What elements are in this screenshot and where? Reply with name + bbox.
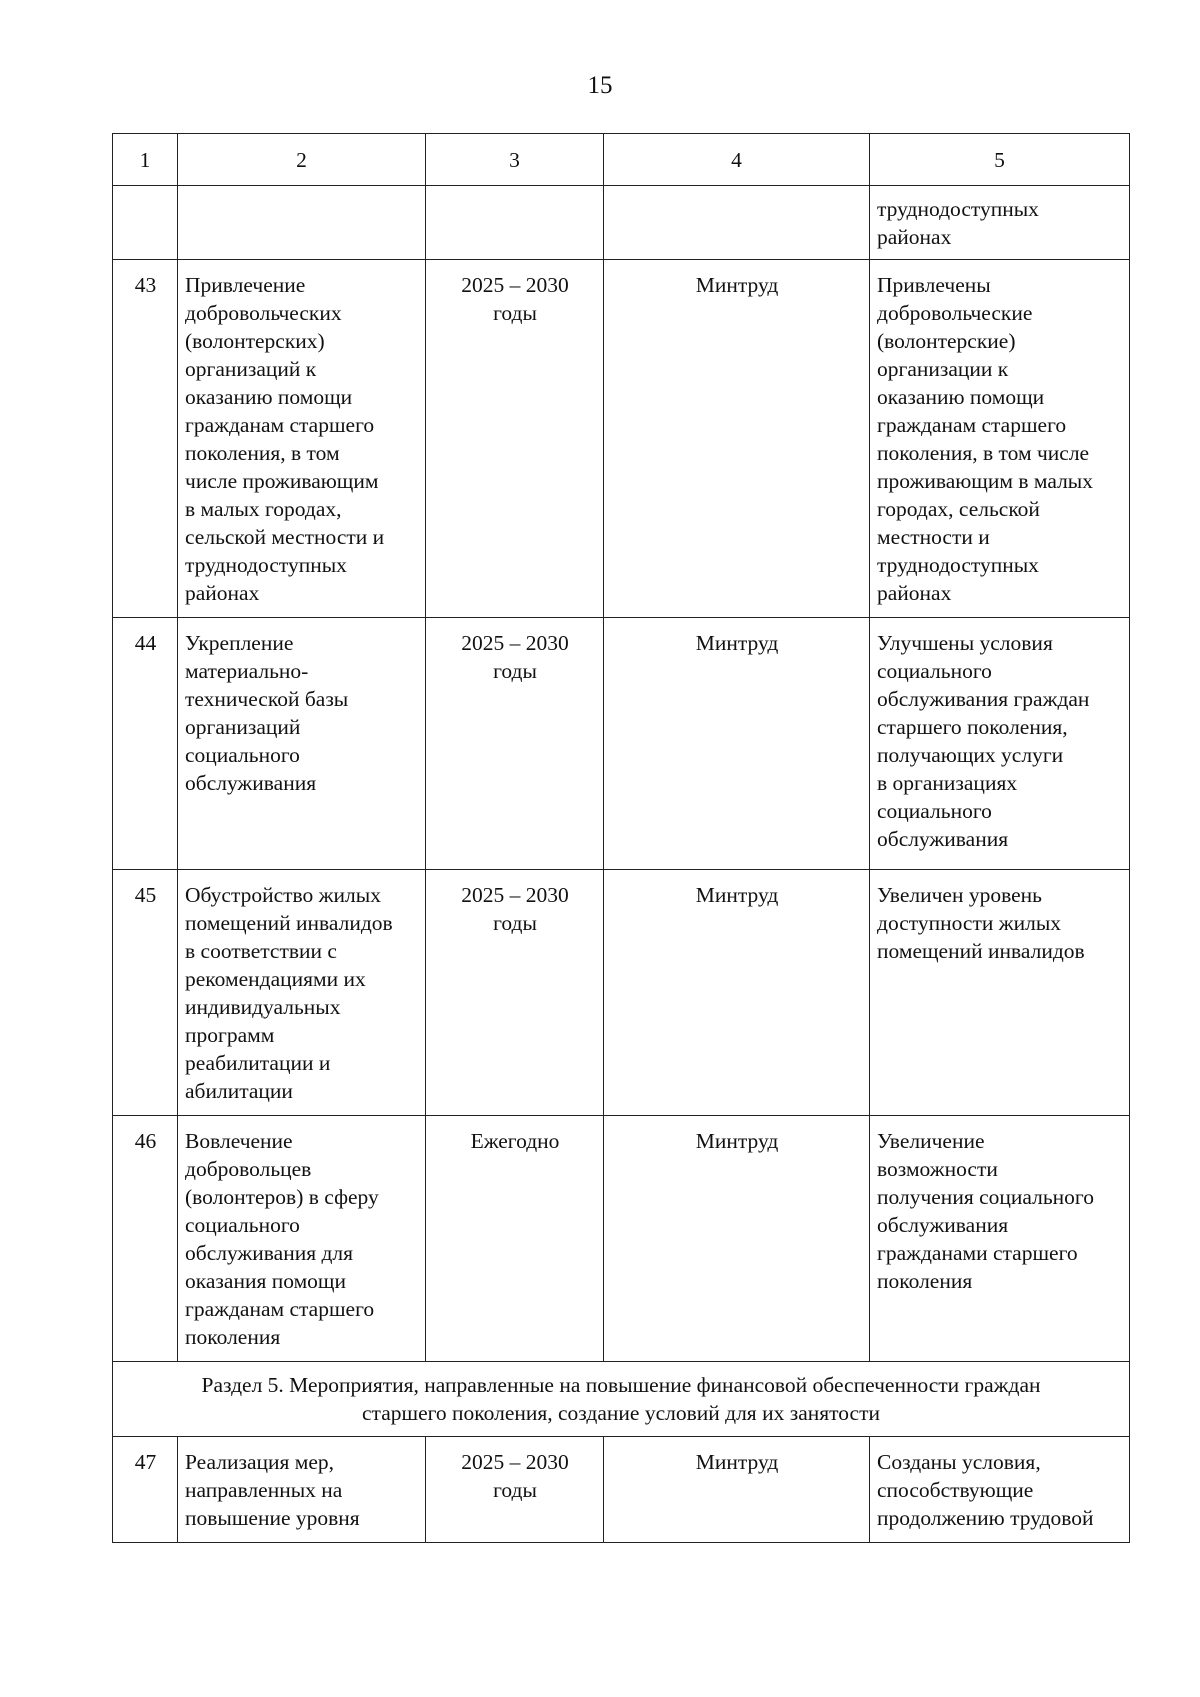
result-cell [870, 1116, 1130, 1362]
text-line: труднодоступных [185, 553, 347, 577]
result-cell [870, 186, 1130, 260]
text-line: оказанию помощи [185, 385, 353, 409]
text-line: Реализация мер, [185, 1450, 335, 1474]
text-line: обслуживания граждан [877, 687, 1090, 711]
section-row [113, 1362, 1130, 1437]
section-title [113, 1362, 1130, 1437]
result-cell [870, 870, 1130, 1116]
result-cell [870, 260, 1130, 618]
text-line: социального [185, 1213, 300, 1237]
table-row [113, 1116, 1130, 1362]
text-line: возможности [877, 1157, 998, 1181]
text-line: Привлечены [877, 273, 991, 297]
text-line: организаций к [185, 357, 317, 381]
text-line: местности и [877, 525, 990, 549]
table-row [113, 618, 1130, 870]
text-line: Привлечение [185, 273, 306, 297]
header-row [113, 134, 1130, 186]
text-line: годы [493, 301, 537, 325]
text-line: получающих услуги [877, 743, 1064, 767]
measure-cell [178, 1437, 426, 1543]
text-line: Обустройство жилых [185, 883, 381, 907]
text-line: социального [877, 799, 992, 823]
executor-cell: Минтруд [604, 260, 870, 618]
result-cell [870, 618, 1130, 870]
text-line: годы [493, 659, 537, 683]
text-line: добровольцев [185, 1157, 312, 1181]
result-cell [870, 1437, 1130, 1543]
text-line: поколения [185, 1325, 281, 1349]
period-cell [426, 1437, 604, 1543]
measure-cell [178, 260, 426, 618]
text-line: Увеличен уровень [877, 883, 1042, 907]
row-number: 47 [113, 1437, 178, 1543]
text-line: Ежегодно [470, 1129, 560, 1153]
text-line: обслуживания для [185, 1241, 354, 1265]
text-line: 2025 – 2030 [461, 883, 569, 907]
text-line: районах [877, 581, 952, 605]
text-line: социального [877, 659, 992, 683]
header-cell: 2 [178, 134, 426, 186]
measure-cell [178, 1116, 426, 1362]
table-cell [178, 186, 426, 260]
text-line: труднодоступных [877, 197, 1039, 221]
text-line: обслуживания [185, 771, 317, 795]
text-line: оказания помощи [185, 1269, 346, 1293]
executor-cell: Минтруд [604, 1116, 870, 1362]
text-line: повышение уровня [185, 1506, 360, 1530]
text-line: поколения, в том числе [877, 441, 1090, 465]
continuation-row [113, 186, 1130, 260]
text-line: индивидуальных [185, 995, 341, 1019]
header-cell: 5 [870, 134, 1130, 186]
text-line: старшего поколения, создание условий для их занятости [362, 1401, 880, 1425]
text-line: социального [185, 743, 300, 767]
text-line: поколения [877, 1269, 973, 1293]
text-line: доступности жилых [877, 911, 1062, 935]
text-line: получения социального [877, 1185, 1094, 1209]
text-line: технической базы [185, 687, 349, 711]
text-line: (волонтерских) [185, 329, 325, 353]
text-line: Увеличение [877, 1129, 985, 1153]
executor-cell: Минтруд [604, 870, 870, 1116]
text-line: районах [877, 225, 952, 249]
row-number: 45 [113, 870, 178, 1116]
text-line: числе проживающим [185, 469, 379, 493]
text-line: Вовлечение [185, 1129, 293, 1153]
text-line: 2025 – 2030 [461, 631, 569, 655]
text-line: 2025 – 2030 [461, 273, 569, 297]
text-line: гражданами старшего [877, 1241, 1078, 1265]
text-line: (волонтеров) в сферу [185, 1185, 379, 1209]
table-row [113, 1437, 1130, 1543]
text-line: способствующие [877, 1478, 1034, 1502]
period-cell [426, 1116, 604, 1362]
executor-cell: Минтруд [604, 618, 870, 870]
period-cell [426, 618, 604, 870]
text-line: сельской местности и [185, 525, 385, 549]
text-line: реабилитации и [185, 1051, 331, 1075]
period-cell [426, 870, 604, 1116]
text-line: годы [493, 911, 537, 935]
text-line: в малых городах, [185, 497, 342, 521]
text-line: гражданам старшего [185, 413, 375, 437]
text-line: помещений инвалидов [185, 911, 393, 935]
table-cell [113, 186, 178, 260]
text-line: годы [493, 1478, 537, 1502]
text-line: добровольческих [185, 301, 342, 325]
text-line: Укрепление [185, 631, 294, 655]
text-line: продолжению трудовой [877, 1506, 1094, 1530]
text-line: труднодоступных [877, 553, 1039, 577]
row-number: 43 [113, 260, 178, 618]
text-line: в организациях [877, 771, 1018, 795]
measure-cell [178, 618, 426, 870]
row-number: 46 [113, 1116, 178, 1362]
text-line: проживающим в малых [877, 469, 1093, 493]
text-line: гражданам старшего [877, 413, 1067, 437]
text-line: рекомендациями их [185, 967, 366, 991]
text-line: старшего поколения, [877, 715, 1068, 739]
text-line: программ [185, 1023, 275, 1047]
table-row [113, 260, 1130, 618]
text-line: в соответствии с [185, 939, 337, 963]
table-cell [604, 186, 870, 260]
measures-table [112, 133, 1130, 1543]
table-cell [426, 186, 604, 260]
header-cell: 4 [604, 134, 870, 186]
text-line: Созданы условия, [877, 1450, 1041, 1474]
text-line: организаций [185, 715, 301, 739]
header-cell: 3 [426, 134, 604, 186]
text-line: обслуживания [877, 827, 1009, 851]
text-line: районах [185, 581, 260, 605]
text-line: поколения, в том [185, 441, 340, 465]
executor-cell: Минтруд [604, 1437, 870, 1543]
text-line: материально- [185, 659, 309, 683]
text-line: гражданам старшего [185, 1297, 375, 1321]
text-line: городах, сельской [877, 497, 1040, 521]
text-line: обслуживания [877, 1213, 1009, 1237]
text-line: организации к [877, 357, 1009, 381]
page-number: 15 [587, 72, 613, 99]
text-line: направленных на [185, 1478, 343, 1502]
text-line: Улучшены условия [877, 631, 1053, 655]
text-line: 2025 – 2030 [461, 1450, 569, 1474]
measure-cell [178, 870, 426, 1116]
text-line: оказанию помощи [877, 385, 1045, 409]
text-line: помещений инвалидов [877, 939, 1085, 963]
table-row [113, 870, 1130, 1116]
text-line: добровольческие [877, 301, 1033, 325]
text-line: (волонтерские) [877, 329, 1016, 353]
text-line: Раздел 5. Мероприятия, направленные на повышение финансовой обеспеченности граждан [201, 1373, 1041, 1397]
text-line: абилитации [185, 1079, 293, 1103]
row-number: 44 [113, 618, 178, 870]
period-cell [426, 260, 604, 618]
header-cell: 1 [113, 134, 178, 186]
